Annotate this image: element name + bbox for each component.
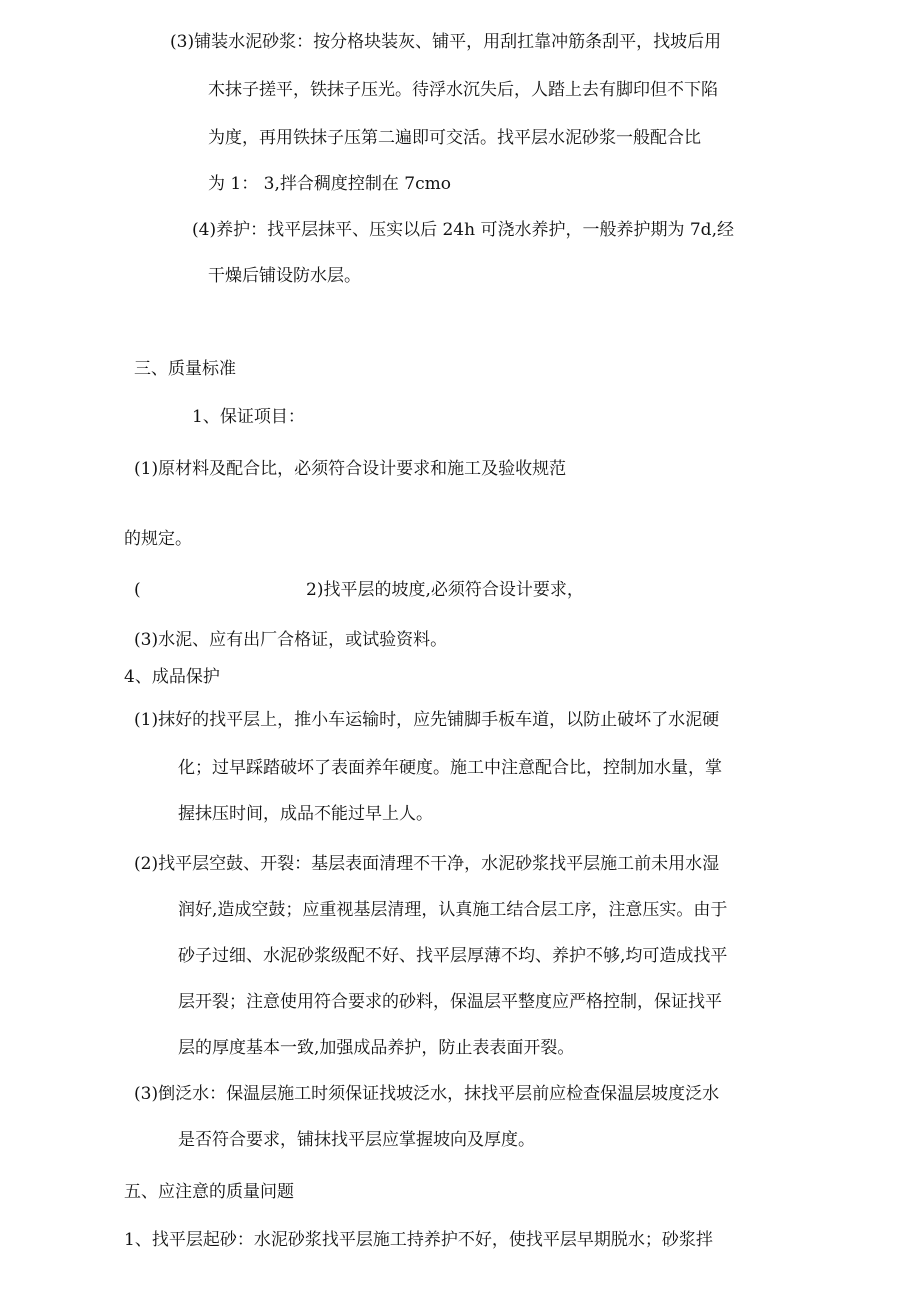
section-4-item-2-line-5: 层的厚度基本一致,加强成品养护，防止表表面开裂。	[178, 1038, 575, 1058]
para-3-line-4: 为 1： 3,拌合稠度控制在 7cmo	[208, 174, 451, 194]
para-3-line-1: (3)铺装水泥砂浆：按分格块装灰、铺平，用刮扛靠冲筋条刮平，找坡后用	[170, 32, 722, 52]
section-4-item-1-line-1: (1)抹好的找平层上，推小车运输时，应先铺脚手板车道，以防止破坏了水泥硬	[134, 710, 720, 730]
section-3-item-1-line-2: 的规定。	[124, 529, 192, 549]
section-4-item-3-line-1: (3)倒泛水：保温层施工时须保证找坡泛水，抹找平层前应检查保温层坡度泛水	[134, 1084, 720, 1104]
section-4-item-3-line-2: 是否符合要求，铺抹找平层应掌握坡向及厚度。	[178, 1130, 535, 1150]
section-3-heading: 三、质量标准	[134, 359, 236, 379]
section-3-item-2-text: 2)找平层的坡度,必须符合设计要求，	[306, 580, 584, 600]
section-3-item-1-line-1: (1)原材料及配合比，必须符合设计要求和施工及验收规范	[134, 459, 567, 479]
section-5-item-1-line-1: 1、找平层起砂：水泥砂浆找平层施工持养护不好，使找平层早期脱水；砂浆拌	[124, 1230, 713, 1250]
section-3-item-2-paren: (	[134, 580, 141, 600]
para-3-line-2: 木抹子搓平，铁抹子压光。待浮水沉失后，人踏上去有脚印但不下陷	[208, 80, 718, 100]
section-4-item-1-line-3: 握抹压时间，成品不能过早上人。	[178, 804, 433, 824]
section-4-item-2-line-4: 层开裂；注意使用符合要求的砂料，保温层平整度应严格控制，保证找平	[178, 992, 722, 1012]
section-4-item-2-line-3: 砂子过细、水泥砂浆级配不好、找平层厚薄不均、养护不够,均可造成找平	[178, 946, 728, 966]
para-4-line-2: 干燥后铺设防水层。	[208, 266, 361, 286]
section-4-item-2-line-2: 润好,造成空鼓；应重视基层清理，认真施工结合层工序，注意压实。由于	[178, 900, 728, 920]
section-3-subheading: 1、保证项目：	[192, 407, 305, 427]
section-3-item-3: (3)水泥、应有出厂合格证，或试验资料。	[134, 630, 448, 650]
section-4-item-1-line-2: 化；过早踩踏破坏了表面养年硬度。施工中注意配合比，控制加水量，掌	[178, 758, 722, 778]
para-3-line-3: 为度，再用铁抹子压第二遍即可交活。找平层水泥砂浆一般配合比	[208, 128, 701, 148]
section-4-heading: 4、成品保护	[124, 667, 220, 687]
para-4-line-1: (4)养护：找平层抹平、压实以后 24h 可浇水养护，一般养护期为 7d,经	[192, 220, 734, 240]
section-5-heading: 五、应注意的质量问题	[124, 1182, 294, 1202]
section-4-item-2-line-1: (2)找平层空鼓、开裂：基层表面清理不干净，水泥砂浆找平层施工前未用水湿	[134, 854, 720, 874]
